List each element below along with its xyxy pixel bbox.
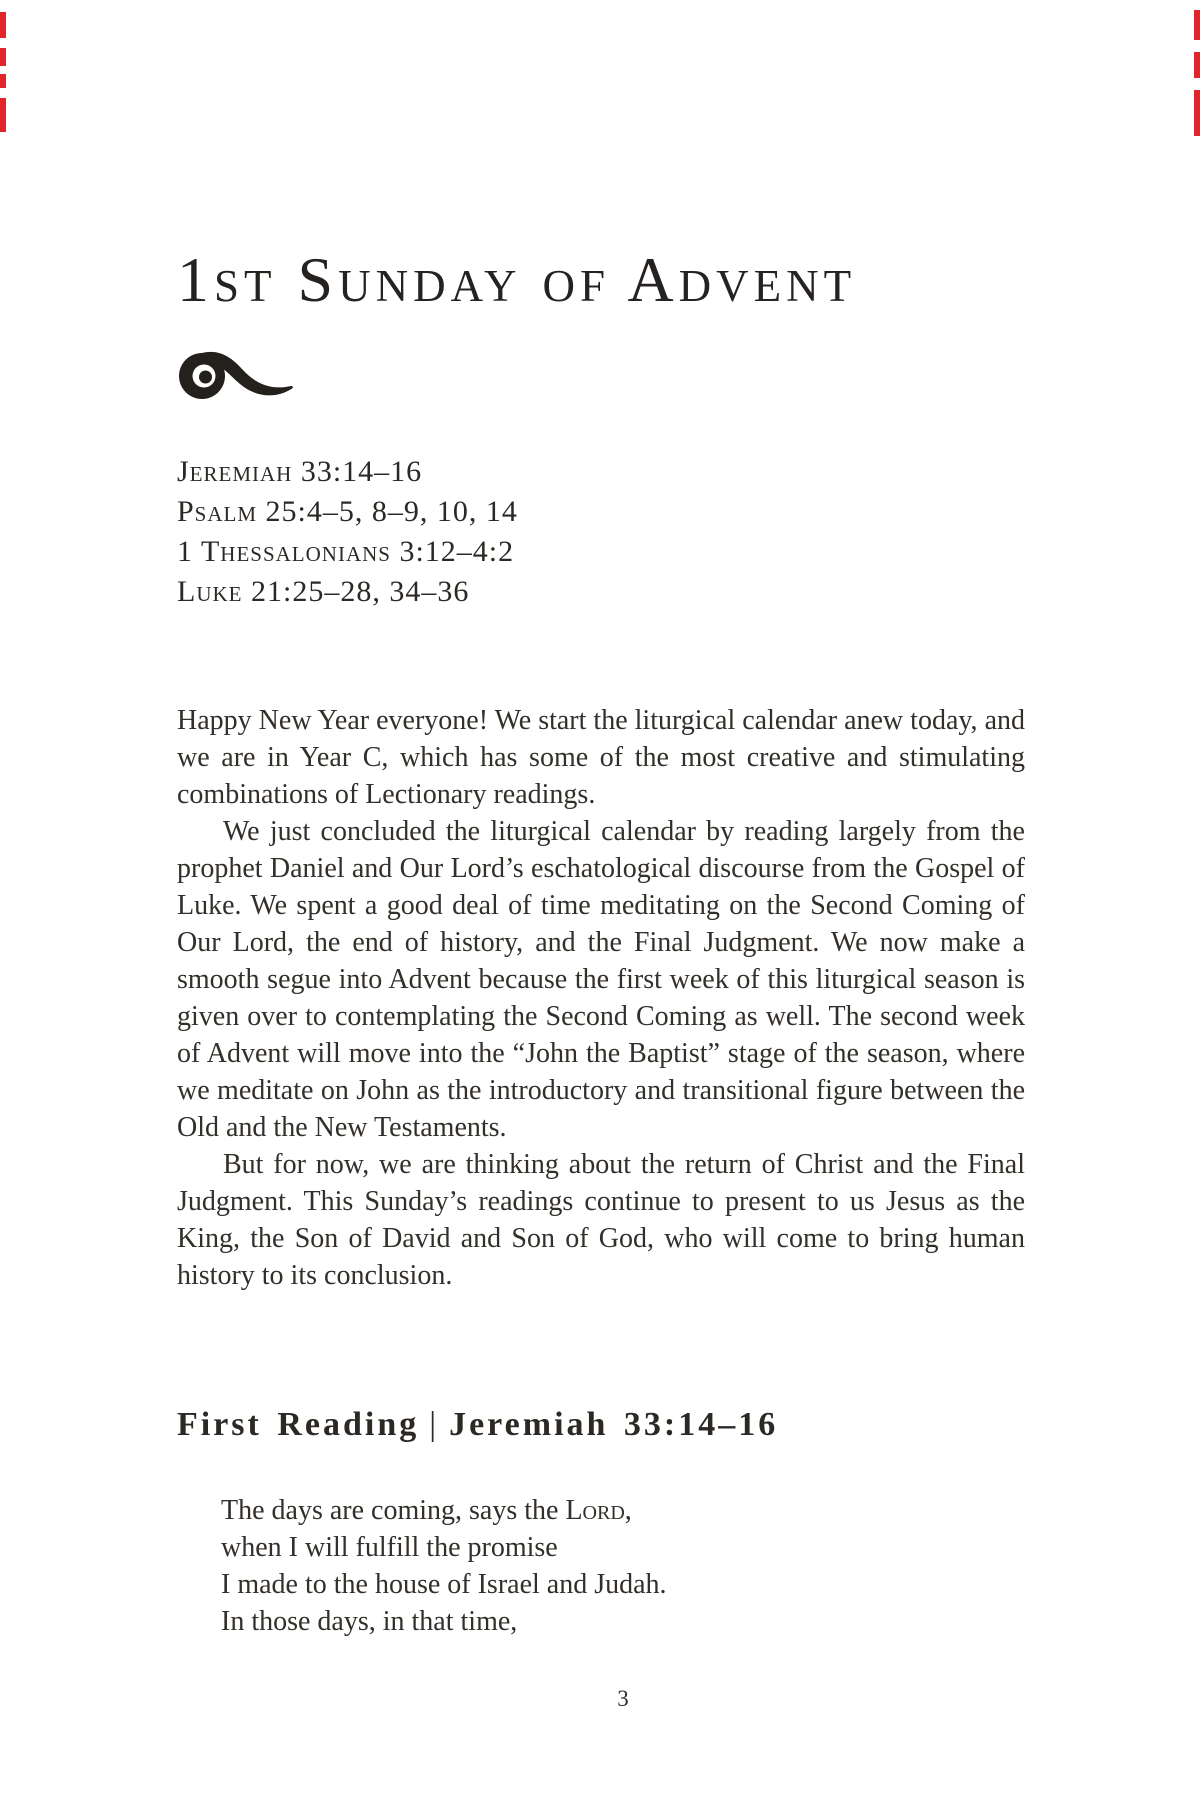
reading-item: Jeremiah 33:14–16 xyxy=(177,455,423,488)
page-edge-mark xyxy=(1194,90,1200,136)
section-heading-separator: | xyxy=(429,1406,440,1443)
paragraph: We just concluded the liturgical calendar by reading largely from the prophet Daniel and Our Lord’s eschatological discourse from the Gospel of Luke. We spent a good deal of time meditating on the Second Coming of Our Lord, the end of history, and the Final Judgment. We now make a smooth segue into Advent because the first week of this liturgical season is given over to contemplating the Second Coming as well. The second week of Advent will move into the “John the Baptist” stage of the season, where we meditate on John as the introductory and transitional figure between the Old and the New Testaments. xyxy=(177,816,1025,1143)
chapter-title: 1st Sunday of Advent xyxy=(177,244,857,315)
section-heading xyxy=(177,1406,778,1444)
paragraph: But for now, we are thinking about the return of Christ and the Final Judgment. This Sunday’s readings continue to present to us Jesus as the King, the Son of David and Son of God, who will come to bring human history to its conclusion. xyxy=(177,1149,1025,1291)
page-edge-mark xyxy=(0,98,6,132)
verse-line: In those days, in that time, xyxy=(221,1606,518,1637)
verse-block xyxy=(221,1492,667,1640)
lord-smallcaps: Lord xyxy=(565,1495,625,1526)
page-edge-mark xyxy=(0,48,6,66)
verse-text: The days are coming, says the xyxy=(221,1495,566,1526)
reading-item: 1 Thessalonians 3:12–4:2 xyxy=(177,535,515,568)
page-edge-mark xyxy=(1194,10,1200,40)
verse-line: when I will fulfill the promise xyxy=(221,1532,558,1563)
page-edge-mark xyxy=(0,74,6,88)
section-heading-label: First Reading xyxy=(177,1406,420,1443)
reading-item: Luke 21:25–28, 34–36 xyxy=(177,575,470,608)
reading-item: Psalm 25:4–5, 8–9, 10, 14 xyxy=(177,495,518,528)
flourish-ornament-icon xyxy=(177,340,295,404)
verse-line: I made to the house of Israel and Judah. xyxy=(221,1569,667,1600)
page-edge-mark xyxy=(1194,52,1200,78)
readings-list xyxy=(177,452,518,612)
page-edge-mark xyxy=(0,12,6,38)
commentary-text xyxy=(177,702,1025,1294)
verse-line xyxy=(221,1492,667,1529)
section-heading-reference: Jeremiah 33:14–16 xyxy=(449,1406,779,1443)
paragraph: Happy New Year everyone! We start the liturgical calendar anew today, and we are in Year C, which has some of the most creative and stimulating combinations of Lectionary readings. xyxy=(177,705,1025,810)
page-number: 3 xyxy=(617,1686,629,1711)
verse-text: , xyxy=(624,1495,632,1526)
